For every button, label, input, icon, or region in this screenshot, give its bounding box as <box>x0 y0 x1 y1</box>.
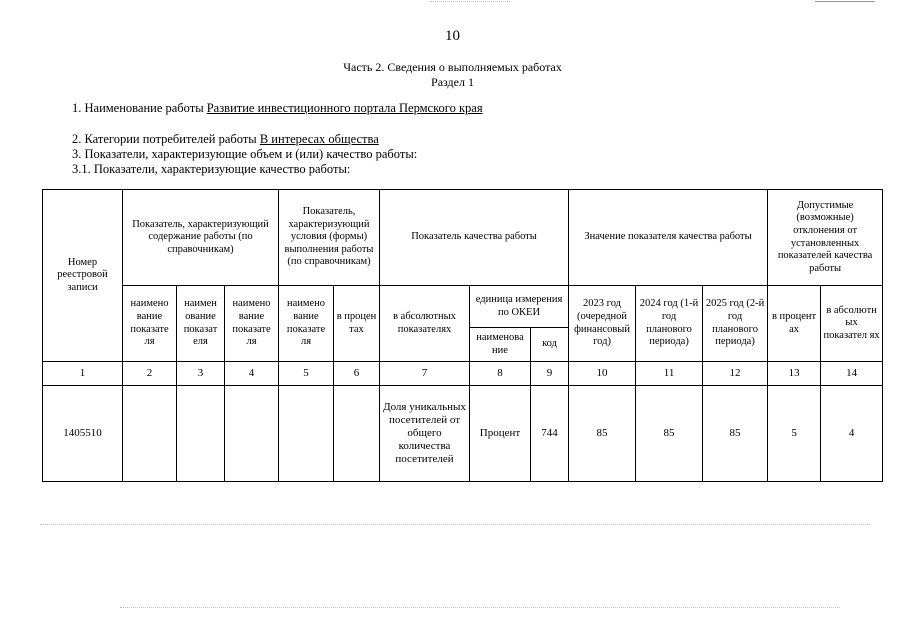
work-name-line <box>72 101 483 116</box>
section-title: Раздел 1 <box>431 75 474 89</box>
header-okei-unit: единица измерения по ОКЕИ <box>470 286 569 328</box>
header-row-1 <box>43 190 883 286</box>
unit-code-cell: 744 <box>531 386 569 482</box>
column-number: 12 <box>703 362 768 386</box>
column-number: 2 <box>123 362 177 386</box>
empty-cell <box>279 386 334 482</box>
column-number: 7 <box>380 362 470 386</box>
header-content-indicator: Показатель, характеризующий содержание работы (по справочникам) <box>123 190 279 286</box>
deviation-absolute-cell: 4 <box>821 386 883 482</box>
empty-cell <box>177 386 225 482</box>
header-name-col-3: наимено вание показате ля <box>225 286 279 362</box>
quality-indicators-table <box>42 189 883 482</box>
part-title: Часть 2. Сведения о выполняемых работах <box>343 60 562 74</box>
work-name-value: Развитие инвестиционного портала Пермского края <box>206 101 483 115</box>
column-number: 9 <box>531 362 569 386</box>
scan-artifact-top-right <box>815 1 875 2</box>
header-quality-indicator: Показатель качества работы <box>380 190 569 286</box>
header-okei-name: наименова ние <box>470 328 531 362</box>
header-okei-code: код <box>531 328 569 362</box>
header-name-col-4: наимено вание показате ля <box>279 286 334 362</box>
scan-artifact-bottom <box>40 524 870 525</box>
page-number: 10 <box>445 28 460 44</box>
header-registry-number: Номер реестровой записи <box>43 190 123 362</box>
deviation-percent-cell: 5 <box>768 386 821 482</box>
scan-artifact-top <box>430 1 510 2</box>
column-number: 4 <box>225 362 279 386</box>
value-2025-cell: 85 <box>703 386 768 482</box>
empty-cell <box>123 386 177 482</box>
header-absolute-indicators: в абсолютных показателях <box>380 286 470 362</box>
quality-indicators-line: 3.1. Показатели, характеризующие качество работы: <box>72 162 351 176</box>
unit-name-cell: Процент <box>470 386 531 482</box>
scan-artifact-bottom-2 <box>120 607 840 608</box>
value-2024-cell: 85 <box>636 386 703 482</box>
consumers-line <box>72 132 379 147</box>
header-year-2023: 2023 год (очередной финансовый год) <box>569 286 636 362</box>
empty-cell <box>225 386 279 482</box>
header-name-col-1: наимено вание показате ля <box>123 286 177 362</box>
header-deviation-absolute: в абсолютн ых показател ях <box>821 286 883 362</box>
header-row-2 <box>43 286 883 328</box>
header-conditions-indicator: Показатель, характеризующий условия (формы) выполнения работы (по справочникам) <box>279 190 380 286</box>
column-number: 11 <box>636 362 703 386</box>
column-number: 13 <box>768 362 821 386</box>
work-name-label: 1. Наименование работы <box>72 101 204 115</box>
indicator-name-cell: Доля уникальных посетителей от общего количества посетителей <box>380 386 470 482</box>
value-2023-cell: 85 <box>569 386 636 482</box>
registry-number-cell: 1405510 <box>43 386 123 482</box>
column-number: 5 <box>279 362 334 386</box>
column-number: 8 <box>470 362 531 386</box>
empty-cell <box>334 386 380 482</box>
header-deviation: Допустимые (возможные) отклонения от установленных показателей качества работы <box>768 190 883 286</box>
column-number: 6 <box>334 362 380 386</box>
consumers-label: 2. Категории потребителей работы <box>72 132 257 146</box>
table-row <box>43 386 883 482</box>
indicators-line: 3. Показатели, характеризующие объем и (или) качество работы: <box>72 147 418 161</box>
column-number-row <box>43 362 883 386</box>
header-percent-col: в процен тах <box>334 286 380 362</box>
column-number: 10 <box>569 362 636 386</box>
header-quality-value: Значение показателя качества работы <box>569 190 768 286</box>
header-name-col-2: наимен ование показат еля <box>177 286 225 362</box>
column-number: 14 <box>821 362 883 386</box>
header-year-2024: 2024 год (1-й год планового периода) <box>636 286 703 362</box>
header-year-2025: 2025 год (2-й год планового периода) <box>703 286 768 362</box>
column-number: 3 <box>177 362 225 386</box>
header-deviation-percent: в процент ах <box>768 286 821 362</box>
column-number: 1 <box>43 362 123 386</box>
consumers-value: В интересах общества <box>259 132 379 146</box>
